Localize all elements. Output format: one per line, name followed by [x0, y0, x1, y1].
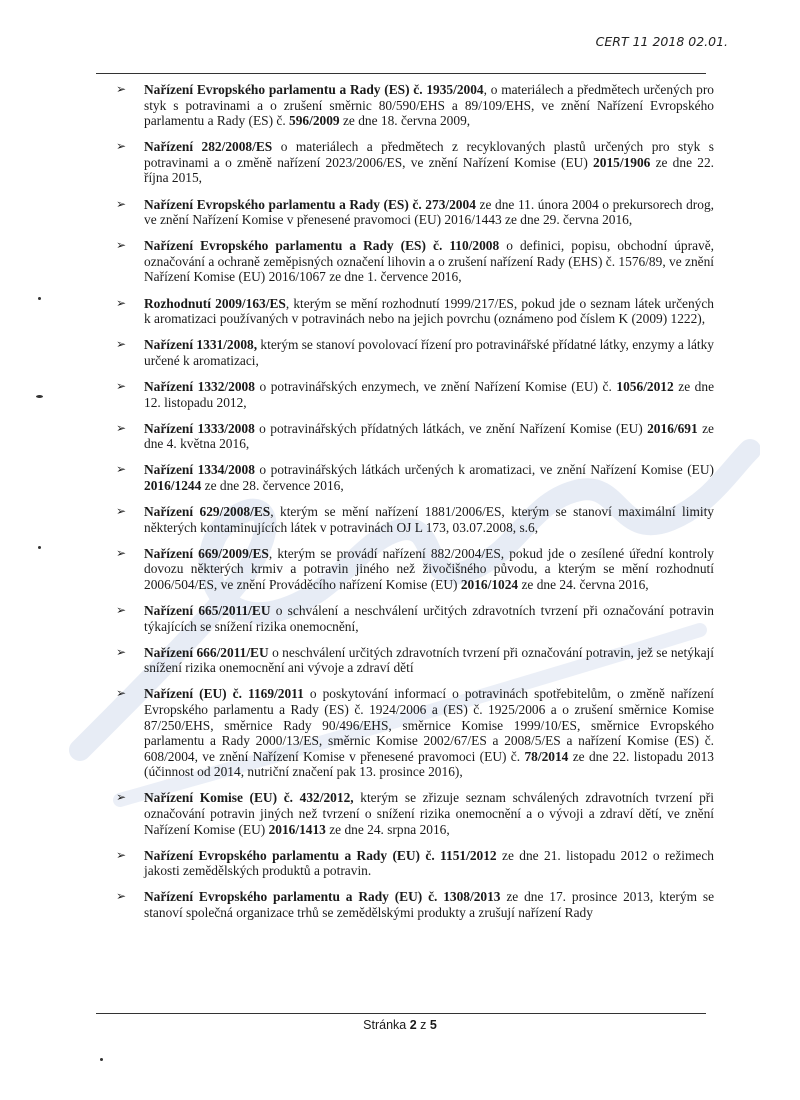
regulation-text: kterým se stanoví povolovací řízení pro potravinářské přídatné látky, enzymy a látky určené k aromatizaci, [144, 337, 714, 368]
list-item [116, 296, 714, 327]
regulation-reference: Nařízení 1331/2008, [144, 337, 258, 353]
list-item [116, 848, 714, 879]
arrow-bullet-icon: ➢ [116, 196, 127, 211]
arrow-bullet-icon: ➢ [116, 420, 127, 435]
list-item [116, 603, 714, 634]
header-rule [96, 73, 706, 74]
regulation-reference: Nařízení 665/2011/EU [144, 602, 271, 618]
list-item [116, 421, 714, 452]
page-total: 5 [429, 1018, 437, 1032]
page-label: Stránka [363, 1018, 407, 1032]
list-item [116, 790, 714, 837]
regulation-text: ze dne 17. prosince 2013, kterým se stanoví společná organizace trhů se zemědělskými produkty a zrušují nařízení Rady [144, 889, 715, 920]
regulation-reference: 78/2014 [524, 748, 569, 764]
list-item [116, 379, 714, 410]
regulation-reference: 2016/1413 [268, 821, 326, 837]
regulation-reference: Nařízení 1333/2008 [144, 420, 255, 436]
regulation-reference: Rozhodnutí 2009/163/ES [144, 295, 286, 311]
scan-speck [38, 546, 41, 549]
page-number [0, 1018, 800, 1032]
footer-rule [96, 1013, 706, 1014]
regulation-reference: 2016/1244 [144, 477, 202, 493]
arrow-bullet-icon: ➢ [116, 337, 127, 352]
regulation-text: ze dne 28. července 2016, [201, 477, 344, 493]
regulation-text: o schválení a neschválení určitých zdravotních tvrzení při označování potravin týkajících se snížení rizika onemocnění, [144, 602, 714, 634]
regulation-reference: Nařízení 669/2009/ES [144, 545, 269, 561]
list-item [116, 197, 714, 228]
regulation-text: , kterým se mění nařízení 1881/2006/ES, kterým se stanoví maximální limity některých kontaminujících látek v potravinách OJ L 173, 03.07.2008, s.6, [144, 503, 714, 535]
list-item [116, 82, 714, 129]
list-item [116, 238, 714, 285]
regulation-reference: 2015/1906 [593, 154, 651, 170]
regulation-text: , kterým se provádí nařízení 882/2004/ES, pokud jde o zesílené úřední kontroly dovozu některých krmiv a potravin jiného než živočišného původu, a kterým se mění rozhodnutí 2006/504/ES, ve znění Prováděcího nařízení Komise (EU) [144, 545, 714, 592]
regulation-reference: Nařízení Komise (EU) č. 432/2012, [144, 790, 354, 806]
regulation-text: , o materiálech a předmětech určených pro styk s potravinami a o zrušení směrnic 80/590/EHS a 89/109/EHS, ve znění Nařízení Evropského parlamentu a Rady (ES) č. [144, 82, 714, 129]
regulation-text: o neschválení určitých zdravotních tvrzení při označování potravin, jež se netýkají snížení rizika onemocnění ani vývoje a zdraví dětí [144, 644, 714, 676]
arrow-bullet-icon: ➢ [116, 82, 127, 96]
document-code: CERT 11 2018 02.01. [595, 34, 728, 49]
regulation-text: ze dne 18. června 2009, [339, 113, 471, 129]
page-current: 2 [409, 1018, 417, 1032]
regulation-reference: 596/2009 [289, 113, 340, 129]
arrow-bullet-icon: ➢ [116, 889, 127, 904]
regulation-reference: Nařízení 1332/2008 [144, 378, 255, 394]
arrow-bullet-icon: ➢ [116, 378, 127, 393]
list-item [116, 504, 714, 535]
scan-speck [38, 297, 41, 300]
arrow-bullet-icon: ➢ [116, 462, 127, 477]
regulation-reference: Nařízení Evropského parlamentu a Rady (ES) č. 1935/2004 [144, 82, 484, 97]
regulation-text: o potravinářských enzymech, ve znění Nařízení Komise (EU) č. [254, 378, 617, 394]
arrow-bullet-icon: ➢ [116, 602, 127, 617]
regulation-reference: Nařízení Evropského parlamentu a Rady (EU) č. 1151/2012 [144, 847, 497, 863]
regulation-text: o definici, popisu, obchodní úpravě, označování a ochraně zeměpisných označení lihovin a o zrušení nařízení Rady (EHS) č. 1576/89, ve znění Nařízení Komise (EU) 2016/1067 ze dne 1. července 2016, [144, 238, 715, 285]
list-item [116, 337, 714, 368]
regulation-text: ze dne 4. května 2016, [144, 420, 714, 452]
regulation-text: o poskytování informací o potravinách spotřebitelům, o změně nařízení Evropského parlamentu a Rady (ES) č. 1924/2006 a (ES) č. 1925/2006 a o zrušení směrnice Komise 87/250/EHS, směrnice Rady 90/496/EHS, směrnice Komise 1999/10/ES, směrnice Evropského parlamentu a Rady 2000/13/ES, směrnic Komise 2002/67/ES a 2008/5/ES a nařízení Komise (ES) č. 608/2004, ve znění Nařízení Komise v přenesené pravomoci (EU) č. [144, 686, 714, 764]
list-item [116, 462, 714, 493]
scan-speck [36, 395, 43, 398]
regulation-reference: 2016/1024 [460, 576, 519, 592]
arrow-bullet-icon: ➢ [116, 847, 127, 862]
regulation-reference: Nařízení 1334/2008 [144, 462, 255, 478]
regulation-text: ze dne 24. června 2016, [518, 576, 649, 592]
regulation-text: ze dne 11. února 2004 o prekursorech drog, ve znění Nařízení Komise v přenesené pravomoci (EU) 2016/1443 ze dne 29. června 2016, [144, 196, 714, 228]
regulation-text: kterým se zřizuje seznam schválených zdravotních tvrzení při označování potravin jiných než tvrzení o snížení rizika onemocnění a o vývoji a zdraví dětí, ve znění Nařízení Komise (EU) [144, 790, 714, 837]
regulation-text: ze dne 21. listopadu 2012 o režimech jakosti zemědělských produktů a potravin. [144, 847, 714, 879]
regulation-reference: Nařízení 282/2008/ES [144, 139, 273, 155]
regulation-text: o potravinářských látkách určených k aromatizaci, ve znění Nařízení Komise (EU) [254, 462, 714, 478]
regulation-text: ze dne 22. listopadu 2013 (účinnost od 2014, nutriční značení pak 13. prosince 2016), [144, 748, 714, 780]
regulation-reference: Nařízení (EU) č. 1169/2011 [144, 686, 304, 702]
regulation-text: ze dne 12. listopadu 2012, [144, 378, 715, 410]
arrow-bullet-icon: ➢ [116, 686, 127, 701]
arrow-bullet-icon: ➢ [116, 545, 127, 560]
arrow-bullet-icon: ➢ [116, 644, 127, 659]
arrow-bullet-icon: ➢ [116, 139, 127, 154]
page-separator: z [420, 1018, 427, 1032]
list-item [116, 645, 714, 676]
arrow-bullet-icon: ➢ [116, 790, 127, 805]
list-item [116, 546, 714, 593]
regulation-text: o potravinářských přídatných látkách, ve znění Nařízení Komise (EU) [254, 420, 648, 436]
arrow-bullet-icon: ➢ [116, 503, 127, 518]
regulation-text: ze dne 24. srpna 2016, [325, 821, 450, 837]
regulation-reference: Nařízení 629/2008/ES [144, 503, 271, 519]
regulation-text: o materiálech a předmětech z recyklovaných plastů určených pro styk s potravinami a o změně nařízení 2023/2006/ES, ve znění Nařízení Komise (EU) [144, 139, 714, 170]
regulations-list [116, 82, 714, 931]
regulation-text: ze dne 22. října 2015, [144, 154, 714, 186]
regulation-reference: Nařízení 666/2011/EU [144, 644, 269, 660]
regulation-text: , kterým se mění rozhodnutí 1999/217/ES, pokud jde o seznam látek určených k aromatizaci používaných v potravinách nebo na jejich povrchu (oznámeno pod číslem K (2009) 1222), [144, 295, 715, 327]
list-item [116, 139, 714, 186]
scan-speck [100, 1058, 103, 1061]
regulation-reference: Nařízení Evropského parlamentu a Rady (EU) č. 1308/2013 [144, 889, 501, 905]
regulation-reference: Nařízení Evropského parlamentu a Rady (ES) č. 273/2004 [144, 196, 476, 212]
list-item [116, 686, 714, 780]
arrow-bullet-icon: ➢ [116, 295, 127, 310]
regulation-reference: 2016/691 [647, 420, 698, 436]
regulation-reference: Nařízení Evropského parlamentu a Rady (ES) č. 110/2008 [144, 238, 500, 254]
arrow-bullet-icon: ➢ [116, 238, 127, 253]
list-item [116, 889, 714, 920]
regulation-reference: 1056/2012 [616, 378, 674, 394]
